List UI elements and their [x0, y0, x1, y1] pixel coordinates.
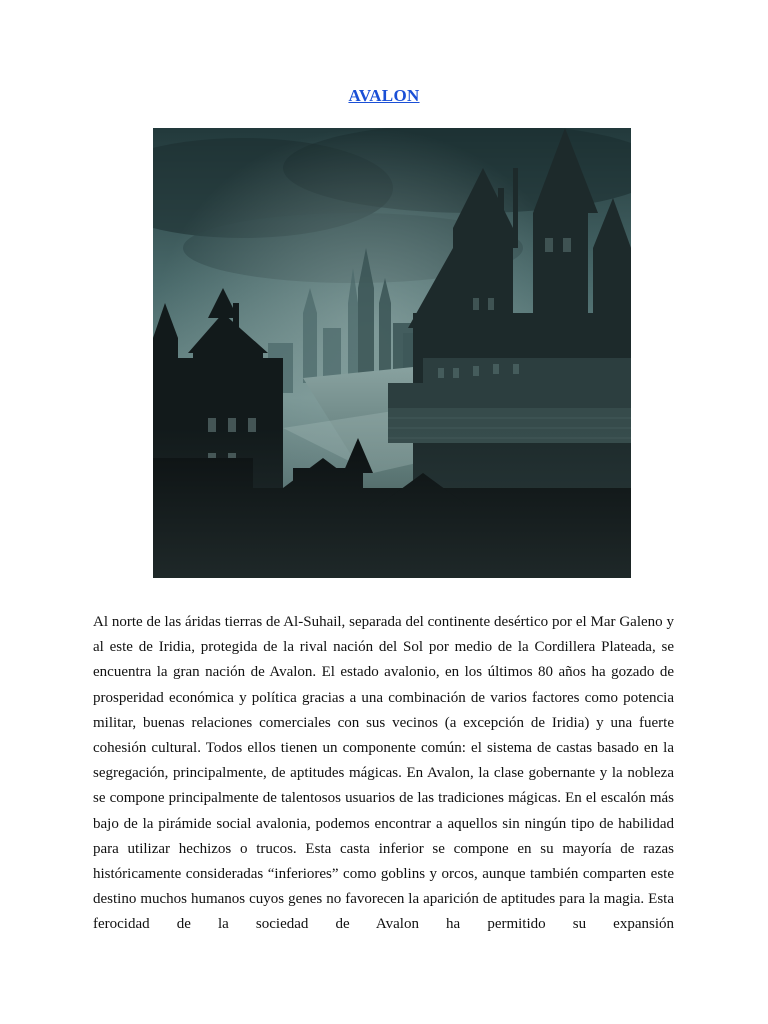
page-title — [0, 86, 768, 106]
city-illustration-art — [153, 128, 631, 578]
title-link[interactable]: AVALON — [348, 86, 420, 105]
city-illustration — [153, 128, 631, 578]
body-paragraph: Al norte de las áridas tierras de Al-Suhail, separada del continente desértico por el Mar Galeno y al este de Iridia, protegida de la rival nación del Sol por medio de la Cordillera Plateada, se encuentra la gran nación de Avalon. El estado avalonio, en los últimos 80 años ha gozado de prosperidad económica y política gracias a una combinación de varios factores como potencia militar, buenas relaciones comerciales con sus vecinos (a excepción de Iridia) y una fuerte cohesión cultural. Todos ellos tienen un componente común: el sistema de castas basado en la segregación, principalmente, de aptitudes mágicas. En Avalon, la clase gobernante y la nobleza se compone principalmente de talentosos usuarios de las tradiciones mágicas. En el escalón más bajo de la pirámide social avalonia, podemos encontrar a aquellos sin ningún tipo de habilidad para utilizar hechizos o trucos. Esta casta inferior se compone en su mayoría de razas históricamente consideradas “inferiores” como goblins y orcos, aunque también comparten este destino muchos humanos cuyos genes no favorecen la aparición de aptitudes para la magia. Esta ferocidad de la sociedad de Avalon ha permitido su expansión — [93, 614, 674, 933]
